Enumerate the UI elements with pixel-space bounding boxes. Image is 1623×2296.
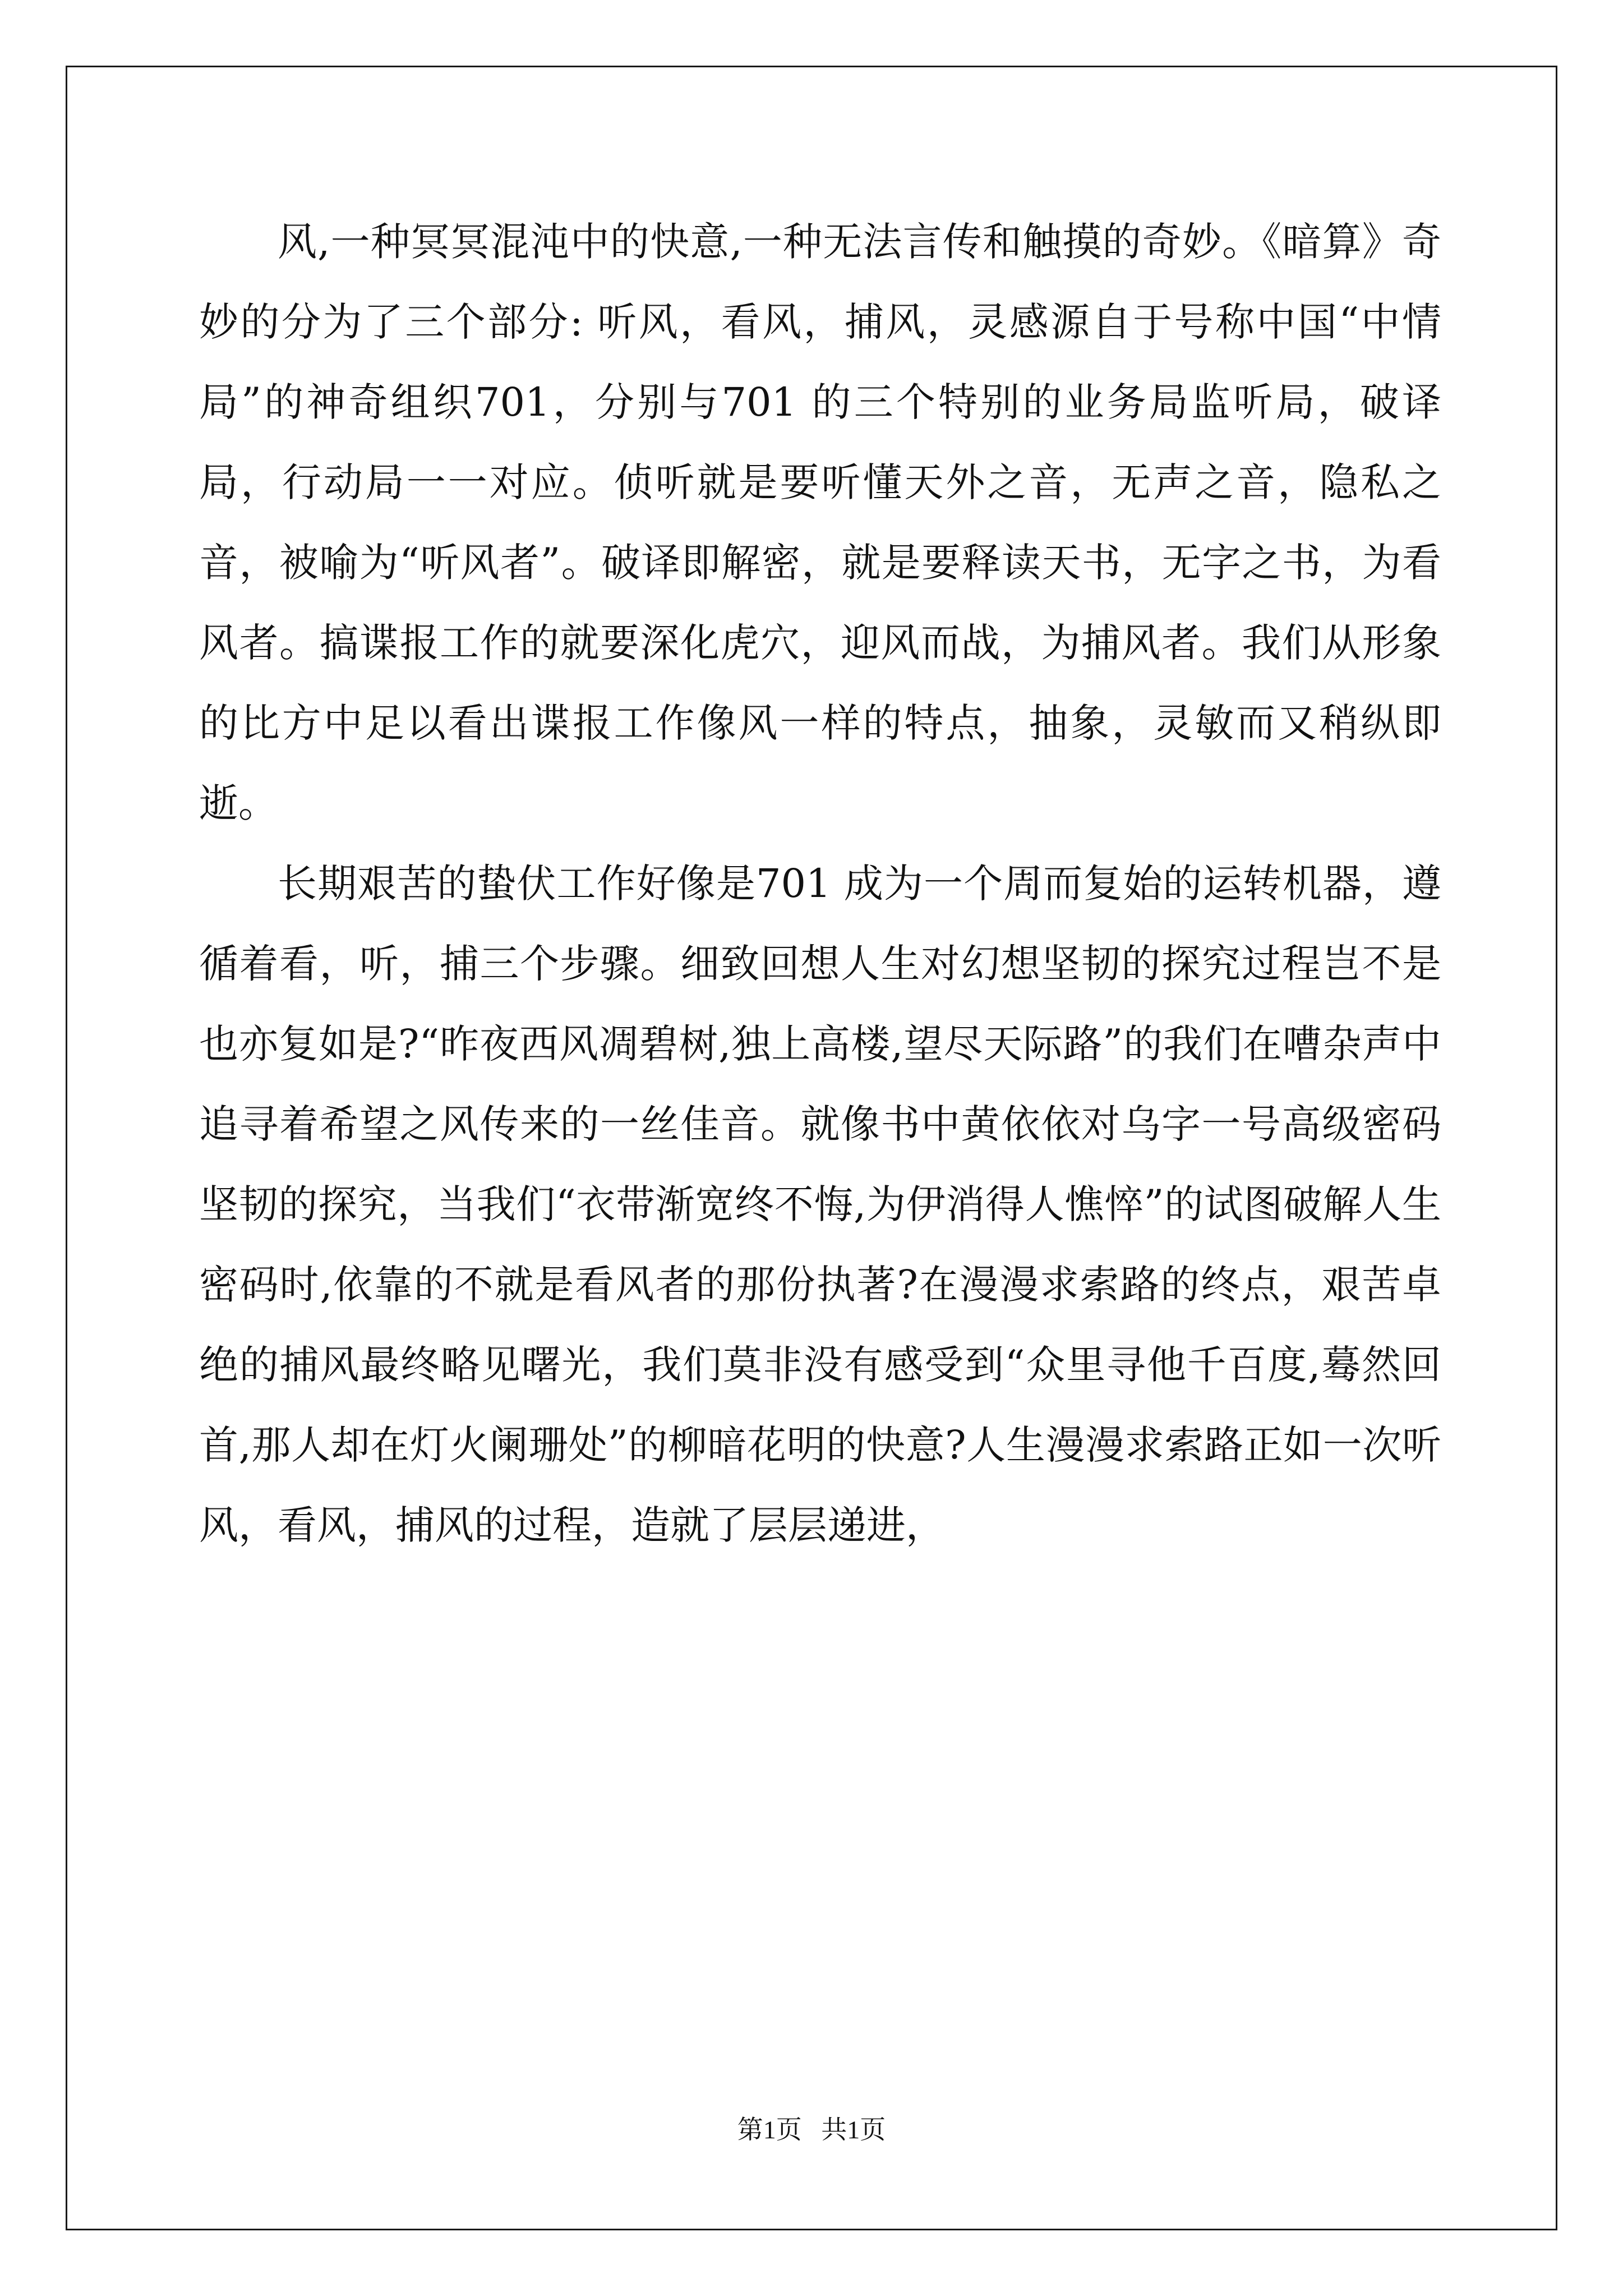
paragraph-1: 风,一种冥冥混沌中的快意,一种无法言传和触摸的奇妙。《暗算》奇妙的分为了三个部分: 听风，看风，捕风，灵感源自于号称中国“中情局”的神奇组织701，分别与701 的三个特别的业务局监听局，破译局，行动局一一对应。侦听就是要听懂天外之音，无声之音，隐私之音，被喻为“听风者”。破译即解密，就是要释读天书，无字之书，为看风者。搞谍报工作的就要深化虎穴，迎风而战，为捕风者。我们从形象的比方中足以看出谍报工作像风一样的特点，抽象，灵敏而又稍纵即逝。 (199, 219, 1441, 826)
page-footer (0, 2109, 1623, 2146)
paragraph-2: 长期艰苦的蛰伏工作好像是701 成为一个周而复始的运转机器，遵循着看，听，捕三个步骤。细致回想人生对幻想坚韧的探究过程岂不是也亦复如是?“昨夜西风凋碧树,独上高楼,望尽天际路”的我们在嘈杂声中追寻着希望之风传来的一丝佳音。就像书中黄依依对乌字一号高级密码坚韧的探究，当我们“衣带渐宽终不悔,为伊消得人憔悴”的试图破解人生密码时,依靠的不就是看风者的那份执著?在漫漫求索路的终点，艰苦卓绝的捕风最终略见曙光，我们莫非没有感受到“众里寻他千百度,蓦然回首,那人却在灯火阑珊处”的柳暗花明的快意?人生漫漫求索路正如一次听风，看风，捕风的过程，造就了层层递进， (199, 861, 1441, 1548)
page-total: 共1页 (821, 2115, 886, 2144)
page-number: 第1页 (737, 2115, 802, 2144)
document-body (199, 202, 1441, 1566)
footer-spacer (802, 2115, 822, 2144)
